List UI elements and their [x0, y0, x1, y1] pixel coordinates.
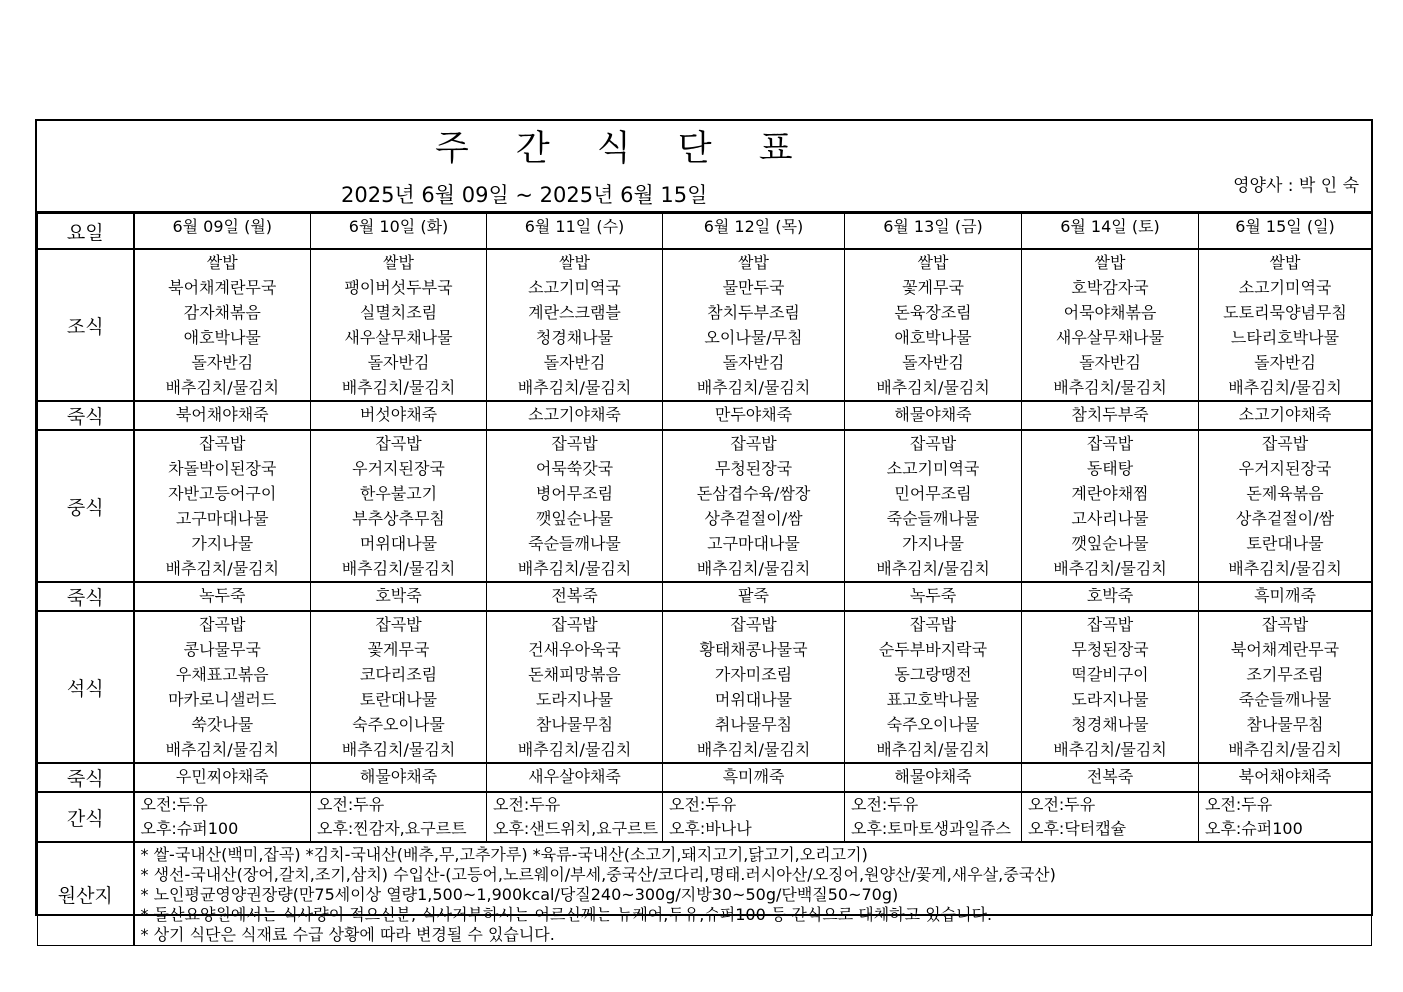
menu-item: 소고기미역국	[886, 459, 980, 478]
dinner-porridge-row	[38, 763, 1372, 792]
snack-item: 오후:닥터캡슐	[1028, 819, 1127, 838]
menu-item: 고구마대나물	[707, 534, 800, 553]
menu-item: 도라지나물	[535, 690, 614, 709]
breakfast-cell	[134, 249, 311, 401]
menu-item: 숙주오이나물	[886, 715, 980, 734]
porridge-item: 새우살야채죽	[487, 763, 663, 792]
porridge-item: 해물야채죽	[845, 763, 1022, 792]
menu-item: 참나물무침	[1246, 715, 1324, 734]
menu-item: 잡곡밥	[551, 615, 598, 634]
menu-item: 잡곡밥	[730, 615, 777, 634]
menu-item: 돌자반김	[1079, 353, 1141, 372]
menu-item: 배추김치/물김치	[341, 559, 456, 578]
menu-item: 새우살무채나물	[1055, 328, 1165, 347]
porridge-item: 북어채야채죽	[134, 401, 311, 430]
menu-item: 배추김치/물김치	[1053, 378, 1167, 397]
snack-item: 오후:바나나	[669, 819, 752, 838]
snack-item: 오전:두유	[851, 795, 919, 814]
dinner-cell	[845, 611, 1022, 763]
porridge-item: 녹두죽	[845, 582, 1022, 611]
porridge-item: 흑미깨죽	[1199, 582, 1372, 611]
snack-item: 오후:슈퍼100	[140, 819, 239, 838]
menu-item: 우거지된장국	[1238, 459, 1332, 478]
porridge-item: 우민찌야채죽	[134, 763, 311, 792]
menu-item: 잡곡밥	[199, 434, 246, 453]
page-title: 주 간 식 단 표	[435, 129, 811, 169]
porridge-item: 흑미깨죽	[663, 763, 845, 792]
menu-item: 참나물무침	[535, 715, 614, 734]
menu-item: 청경채나물	[535, 328, 614, 347]
menu-item: 마카로니샐러드	[168, 690, 277, 709]
porridge-item: 호박죽	[1022, 582, 1199, 611]
menu-item: 배추김치/물김치	[1053, 559, 1167, 578]
menu-item: 쌀밥	[1094, 253, 1126, 272]
menu-item: 소고기미역국	[528, 278, 621, 297]
porridge-item: 만두야채죽	[663, 401, 845, 430]
day-header: 6월 11일 (수)	[487, 214, 663, 250]
origin-note: * 노인평균영양권장량(만75세이상 열량1,500~1,900kcal/당질240~300g/지방30~50g/단백질50~70g)	[140, 885, 899, 904]
menu-item: 실멸치조림	[359, 303, 438, 322]
porridge-item: 호박죽	[311, 582, 487, 611]
menu-item: 돌자반김	[543, 353, 606, 372]
date-range: 2025년 6월 09일 ~ 2025년 6월 15일	[341, 183, 708, 207]
snack-label: 간식	[38, 792, 134, 842]
menu-item: 쌀밥	[917, 253, 949, 272]
menu-item: 돈제육볶음	[1246, 484, 1324, 503]
menu-item: 배추김치/물김치	[341, 378, 456, 397]
menu-item: 배추김치/물김치	[1053, 740, 1167, 759]
menu-item: 토란대나물	[359, 690, 438, 709]
lunch-porridge-row	[38, 582, 1372, 611]
dietitian-name: 영양사 : 박 인 숙	[1233, 176, 1359, 196]
menu-item: 도토리묵양념무침	[1223, 303, 1347, 322]
menu-item: 취나물무침	[714, 715, 793, 734]
dinner-cell	[1199, 611, 1372, 763]
lunch-cell	[487, 430, 663, 582]
dinner-label: 석식	[38, 611, 134, 763]
origin-notes	[134, 842, 1372, 946]
breakfast-porridge-row	[38, 401, 1372, 430]
menu-item: 배추김치/물김치	[876, 740, 990, 759]
porridge-item: 소고기야채죽	[487, 401, 663, 430]
menu-item: 배추김치/물김치	[341, 740, 456, 759]
menu-item: 배추김치/물김치	[165, 740, 280, 759]
menu-item: 코다리조림	[359, 665, 438, 684]
menu-item: 잡곡밥	[1261, 615, 1309, 634]
menu-item: 무청된장국	[714, 459, 793, 478]
snack-item: 오후:찐감자,요구르트	[317, 819, 467, 838]
menu-item: 부추상추무침	[352, 509, 445, 528]
dinner-cell	[663, 611, 845, 763]
menu-item: 애호박나물	[894, 328, 972, 347]
menu-item: 깻잎순나물	[535, 509, 614, 528]
menu-item: 우거지된장국	[352, 459, 445, 478]
menu-item: 가자미조림	[714, 665, 793, 684]
menu-item: 쌀밥	[1269, 253, 1301, 272]
menu-item: 잡곡밥	[730, 434, 777, 453]
snack-cell	[311, 792, 487, 842]
breakfast-cell	[311, 249, 487, 401]
menu-item: 돌자반김	[191, 353, 254, 372]
day-header: 6월 12일 (목)	[663, 214, 845, 250]
menu-item: 황태채콩나물국	[699, 640, 808, 659]
menu-item: 떡갈비구이	[1071, 665, 1149, 684]
day-header: 6월 14일 (토)	[1022, 214, 1199, 250]
menu-item: 물만두국	[722, 278, 785, 297]
menu-item: 무청된장국	[1071, 640, 1149, 659]
menu-item: 돈육장조림	[894, 303, 972, 322]
menu-item: 애호박나물	[183, 328, 261, 347]
snack-row	[38, 792, 1372, 842]
snack-item: 오전:두유	[1028, 795, 1096, 814]
porridge-item: 소고기야채죽	[1199, 401, 1372, 430]
menu-item: 배추김치/물김치	[696, 740, 811, 759]
menu-item: 쌀밥	[559, 253, 590, 272]
menu-item: 돈삼겹수육/쌈장	[696, 484, 811, 503]
snack-item: 오전:두유	[140, 795, 208, 814]
menu-item: 죽순들깨나물	[528, 534, 621, 553]
origin-note: * 생선-국내산(장어,갈치,조기,삼치) 수입산-(고등어,노르웨이/부세,중국산/코다리,명태.러시아산/오징어,원양산/꽃게,새우살,중국산)	[140, 865, 1056, 884]
menu-item: 꽃게무국	[902, 278, 964, 297]
title-area	[37, 121, 1371, 213]
porridge-item: 참치두부죽	[1022, 401, 1199, 430]
menu-item: 도라지나물	[1071, 690, 1149, 709]
menu-item: 배추김치/물김치	[165, 378, 280, 397]
menu-item: 호박감자국	[1071, 278, 1149, 297]
menu-table	[37, 213, 1372, 946]
breakfast-cell	[845, 249, 1022, 401]
menu-sheet	[35, 119, 1373, 944]
menu-item: 참치두부조림	[707, 303, 800, 322]
lunch-row	[38, 430, 1372, 582]
breakfast-cell	[1199, 249, 1372, 401]
menu-item: 동태탕	[1086, 459, 1134, 478]
menu-item: 배추김치/물김치	[876, 378, 990, 397]
menu-item: 고사리나물	[1071, 509, 1149, 528]
menu-item: 꽃게무국	[367, 640, 430, 659]
menu-item: 배추김치/물김치	[517, 559, 632, 578]
menu-item: 잡곡밥	[199, 615, 246, 634]
menu-item: 동그랑땡전	[894, 665, 972, 684]
menu-item: 깻잎순나물	[1071, 534, 1149, 553]
porridge-item: 전복죽	[1022, 763, 1199, 792]
menu-item: 상추겉절이/쌈	[704, 509, 803, 528]
menu-item: 죽순들깨나물	[886, 509, 980, 528]
menu-item: 배추김치/물김치	[517, 740, 632, 759]
menu-item: 잡곡밥	[1261, 434, 1309, 453]
menu-item: 느타리호박나물	[1230, 328, 1340, 347]
menu-item: 자반고등어구이	[168, 484, 277, 503]
menu-item: 상추겉절이/쌈	[1235, 509, 1335, 528]
snack-item: 오후:슈퍼100	[1205, 819, 1303, 838]
menu-item: 돈채피망볶음	[528, 665, 621, 684]
menu-item: 배추김치/물김치	[696, 559, 811, 578]
menu-item: 배추김치/물김치	[517, 378, 632, 397]
day-header: 6월 13일 (금)	[845, 214, 1022, 250]
dinner-cell	[1022, 611, 1199, 763]
menu-item: 잡곡밥	[551, 434, 598, 453]
lunch-cell	[1199, 430, 1372, 582]
day-header: 6월 10일 (화)	[311, 214, 487, 250]
snack-item: 오후:토마토생과일쥬스	[851, 819, 1011, 838]
menu-item: 병어무조림	[535, 484, 614, 503]
menu-item: 쌀밥	[738, 253, 769, 272]
porridge-item: 버섯야채죽	[311, 401, 487, 430]
porridge-item: 녹두죽	[134, 582, 311, 611]
menu-item: 북어채계란무국	[1230, 640, 1340, 659]
snack-cell	[1022, 792, 1199, 842]
menu-item: 오이나물/무침	[704, 328, 803, 347]
menu-item: 쑥갓나물	[191, 715, 254, 734]
menu-item: 어묵야채볶음	[1063, 303, 1157, 322]
snack-cell	[134, 792, 311, 842]
menu-item: 배추김치/물김치	[1228, 559, 1342, 578]
menu-item: 배추김치/물김치	[876, 559, 990, 578]
menu-item: 청경채나물	[1071, 715, 1149, 734]
menu-item: 머위대나물	[714, 690, 793, 709]
snack-cell	[487, 792, 663, 842]
menu-item: 조기무조림	[1246, 665, 1324, 684]
day-header: 6월 09일 (월)	[134, 214, 311, 250]
dinner-row	[38, 611, 1372, 763]
menu-item: 돌자반김	[367, 353, 430, 372]
origin-note: * 상기 식단은 식재료 수급 상황에 따라 변경될 수 있습니다.	[140, 925, 555, 944]
menu-item: 새우살무채나물	[344, 328, 453, 347]
breakfast-cell	[1022, 249, 1199, 401]
lunch-label: 중식	[38, 430, 134, 582]
porridge-item: 팥죽	[663, 582, 845, 611]
snack-item: 오전:두유	[669, 795, 737, 814]
porridge-label: 죽식	[38, 401, 134, 430]
menu-item: 북어채계란무국	[168, 278, 277, 297]
menu-item: 가지나물	[191, 534, 254, 553]
menu-item: 콩나물무국	[183, 640, 261, 659]
porridge-item: 전복죽	[487, 582, 663, 611]
origin-note: * 쌀-국내산(백미,잡곡) *김치-국내산(배추,무,고추가루) *육류-국내산(소고기,돼지고기,닭고기,오리고기)	[140, 845, 868, 864]
porridge-item: 해물야채죽	[311, 763, 487, 792]
snack-cell	[663, 792, 845, 842]
menu-item: 잡곡밥	[375, 434, 422, 453]
menu-item: 팽이버섯두부국	[344, 278, 453, 297]
origin-label: 원산지	[38, 842, 134, 946]
breakfast-cell	[487, 249, 663, 401]
lunch-cell	[134, 430, 311, 582]
origin-row	[38, 842, 1372, 946]
menu-item: 계란스크램블	[528, 303, 621, 322]
menu-item: 돌자반김	[902, 353, 964, 372]
porridge-item: 해물야채죽	[845, 401, 1022, 430]
menu-item: 소고기미역국	[1238, 278, 1332, 297]
breakfast-row	[38, 249, 1372, 401]
menu-item: 돌자반김	[722, 353, 785, 372]
snack-cell	[1199, 792, 1372, 842]
menu-item: 고구마대나물	[175, 509, 269, 528]
menu-item: 잡곡밥	[909, 434, 957, 453]
menu-item: 배추김치/물김치	[696, 378, 811, 397]
snack-item: 오전:두유	[493, 795, 561, 814]
porridge-item: 북어채야채죽	[1199, 763, 1372, 792]
day-label: 요일	[38, 214, 134, 250]
menu-item: 배추김치/물김치	[1228, 740, 1342, 759]
menu-item: 표고호박나물	[886, 690, 980, 709]
menu-item: 쌀밥	[383, 253, 414, 272]
menu-item: 건새우아욱국	[528, 640, 621, 659]
snack-item: 오후:샌드위치,요구르트	[493, 819, 659, 838]
porridge-label: 죽식	[38, 763, 134, 792]
menu-item: 한우불고기	[359, 484, 438, 503]
menu-item: 죽순들깨나물	[1238, 690, 1332, 709]
menu-item: 우채표고볶음	[175, 665, 269, 684]
menu-item: 가지나물	[902, 534, 964, 553]
menu-item: 민어무조림	[894, 484, 972, 503]
menu-item: 돌자반김	[1254, 353, 1316, 372]
snack-item: 오전:두유	[317, 795, 385, 814]
snack-cell	[845, 792, 1022, 842]
menu-item: 잡곡밥	[1086, 615, 1134, 634]
menu-item: 차돌박이된장국	[168, 459, 277, 478]
lunch-cell	[1022, 430, 1199, 582]
menu-item: 잡곡밥	[1086, 434, 1134, 453]
menu-item: 잡곡밥	[375, 615, 422, 634]
menu-item: 머위대나물	[359, 534, 438, 553]
dinner-cell	[311, 611, 487, 763]
dinner-cell	[134, 611, 311, 763]
menu-item: 순두부바지락국	[878, 640, 988, 659]
lunch-cell	[311, 430, 487, 582]
menu-item: 배추김치/물김치	[1228, 378, 1342, 397]
menu-item: 잡곡밥	[909, 615, 957, 634]
menu-item: 숙주오이나물	[352, 715, 445, 734]
menu-item: 배추김치/물김치	[165, 559, 280, 578]
lunch-cell	[845, 430, 1022, 582]
origin-note: * 돌산요양원에서는 식사량이 적으신분, 식사거부하시는 어르신께는 뉴케어,두유,슈퍼100 등 간식으로 대체하고 있습니다.	[140, 905, 993, 924]
lunch-cell	[663, 430, 845, 582]
menu-item: 어묵쑥갓국	[535, 459, 614, 478]
menu-item: 계란야채찜	[1071, 484, 1149, 503]
menu-item: 쌀밥	[206, 253, 238, 272]
day-header: 6월 15일 (일)	[1199, 214, 1372, 250]
porridge-label: 죽식	[38, 582, 134, 611]
snack-item: 오전:두유	[1205, 795, 1273, 814]
menu-item: 감자채볶음	[183, 303, 261, 322]
menu-item: 토란대나물	[1246, 534, 1324, 553]
breakfast-label: 조식	[38, 249, 134, 401]
breakfast-cell	[663, 249, 845, 401]
dinner-cell	[487, 611, 663, 763]
day-header-row	[38, 214, 1372, 250]
